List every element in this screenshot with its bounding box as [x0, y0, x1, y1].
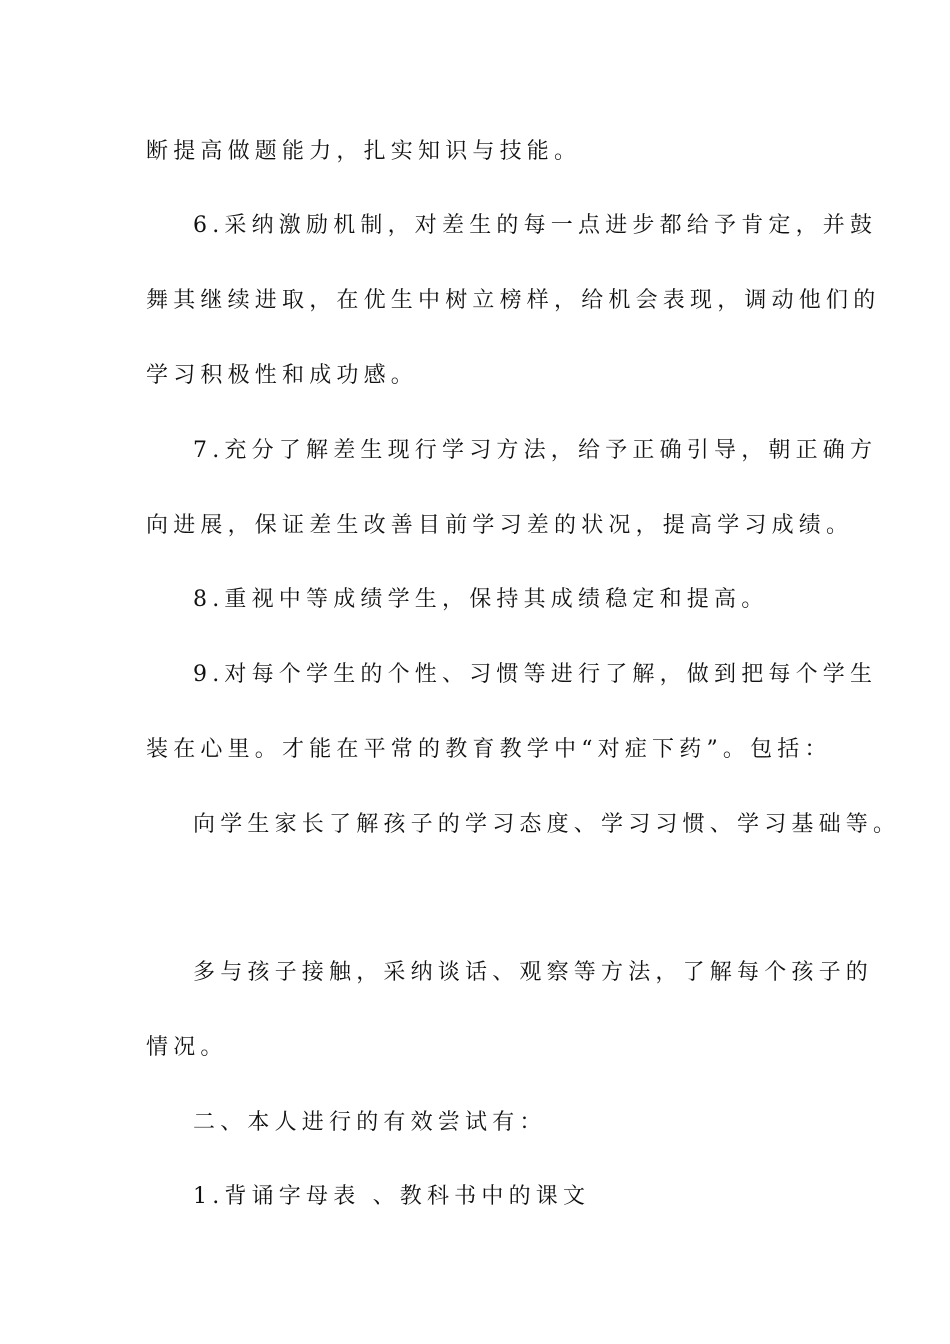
paragraph-line: 6.采纳激励机制，对差生的每一点进步都给予肯定，并鼓 — [193, 213, 878, 238]
section-heading: 二、本人进行的有效尝试有： — [193, 1110, 547, 1135]
paragraph-line: 向学生家长了解孩子的学习态度、学习习惯、学习基础等。 — [193, 812, 901, 837]
paragraph-line: 断提高做题能力，扎实知识与技能。 — [146, 139, 582, 164]
paragraph-line: 学习积极性和成功感。 — [146, 363, 419, 388]
paragraph-line: 向进展，保证差生改善目前学习差的状况，提高学习成绩。 — [146, 513, 854, 538]
paragraph-line: 9.对每个学生的个性、习惯等进行了解，做到把每个学生 — [193, 662, 878, 687]
paragraph-line: 多与孩子接触，采纳谈话、观察等方法，了解每个孩子的 — [193, 960, 874, 985]
paragraph-line: 舞其继续进取，在优生中树立榜样，给机会表现，调动他们的 — [146, 288, 881, 313]
paragraph-line: 情况。 — [146, 1035, 228, 1060]
paragraph-line: 8.重视中等成绩学生，保持其成绩稳定和提高。 — [193, 587, 769, 612]
paragraph-line: 1.背诵字母表 、教科书中的课文 — [193, 1184, 591, 1209]
paragraph-line: 7.充分了解差生现行学习方法，给予正确引导，朝正确方 — [193, 438, 878, 463]
paragraph-line: 装在心里。才能在平常的教育教学中“对症下药”。包括： — [146, 737, 832, 762]
